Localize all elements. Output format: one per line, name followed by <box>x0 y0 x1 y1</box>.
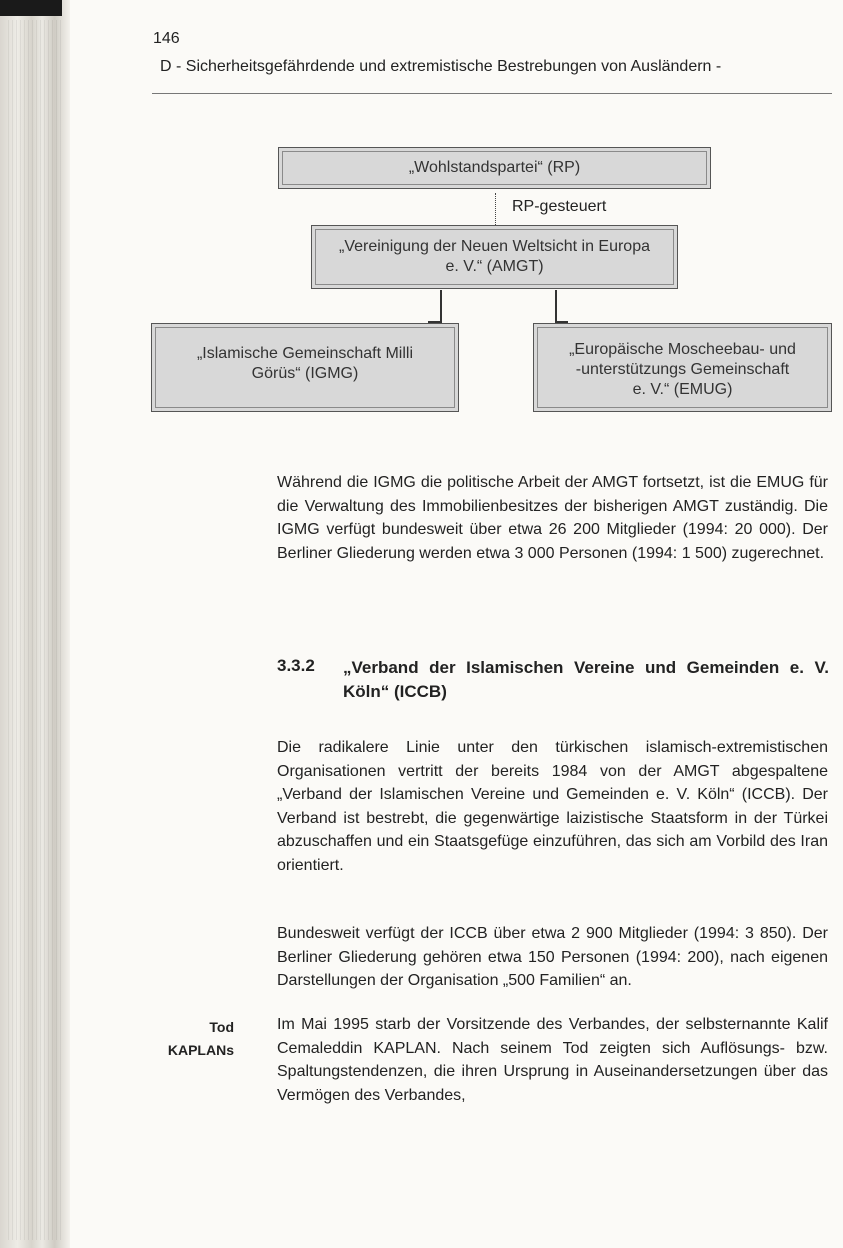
rp-note: RP-gesteuert <box>512 198 607 215</box>
rp-box <box>278 147 711 189</box>
page-number: 146 <box>153 30 180 47</box>
igmg-box-line: Görüs“ (IGMG) <box>251 365 359 382</box>
paragraph-igmg-emug: Während die IGMG die politische Arbeit der AMGT fortsetzt, ist die EMUG für die Verwaltung des Immobilienbesitzes der bisherigen AMGT zuständig. Die IGMG verfügt bundesweit über etwa 26 200 Mitglieder (1994: 20 000). Der Berliner Gliederung werden etwa 3 000 Personen (1994: 1 500) zugerechnet. <box>277 474 828 562</box>
running-head: D - Sicherheitsgefährdende und extremistische Bestrebungen von Ausländern - <box>160 58 722 75</box>
rp-box-label: „Wohlstandspartei“ (RP) <box>408 159 581 176</box>
igmg-box-line: „Islamische Gemeinschaft Milli <box>196 345 414 362</box>
connector-right <box>555 290 557 323</box>
header-rule <box>152 93 832 94</box>
amgt-box-line: e. V.“ (AMGT) <box>445 258 544 275</box>
page-edges <box>8 20 62 1240</box>
book-spine <box>0 0 70 1248</box>
spine-dark-edge <box>0 0 62 16</box>
igmg-box <box>151 323 459 412</box>
dotted-connector <box>495 193 496 227</box>
amgt-box <box>311 225 678 289</box>
section-title: „Verband der Islamischen Vereine und Gemeinden e. V. Köln“ (ICCB) <box>343 658 829 701</box>
emug-box-line: „Europäische Moscheebau- und <box>569 341 796 358</box>
emug-box <box>533 323 832 412</box>
emug-box-line: e. V.“ (EMUG) <box>632 381 733 398</box>
connector-left <box>440 290 442 323</box>
margin-note: Tod KAPLANs <box>167 1019 234 1058</box>
section-number: 3.3.2 <box>277 656 315 675</box>
paragraph-iccb-members: Bundesweit verfügt der ICCB über etwa 2 900 Mitglieder (1994: 3 850). Der Berliner Gliederung gehören etwa 150 Personen (1994: 200), nach eigenen Darstellungen der Organisation „500 Familien“ an. <box>277 925 828 990</box>
paragraph-iccb-intro: Die radikalere Linie unter den türkischen islamisch-extremistischen Organisationen vertritt der bereits 1984 von der AMGT abgespaltene „Verband der Islamischen Vereine und Gemeinden e. V. Köln“ (ICCB). Der Verband ist bestrebt, die gegenwärtige laizistische Staatsform in der Türkei abzuschaffen und ein Staatsgefüge einzuführen, das sich am Vorbild des Iran orientiert. <box>277 739 828 874</box>
emug-box-line: -unterstützungs Gemeinschaft <box>575 361 790 378</box>
amgt-box-line: „Vereinigung der Neuen Weltsicht in Europa <box>339 238 650 255</box>
paragraph-kaplan-death: Im Mai 1995 starb der Vorsitzende des Verbandes, der selbsternannte Kalif Cemaleddin KAPLAN. Nach seinem Tod zeigten sich Auflösungs- bzw. Spaltungstendenzen, die ihren Ursprung in Auseinandersetzungen über das Vermögen des Verbandes, <box>277 1016 828 1104</box>
